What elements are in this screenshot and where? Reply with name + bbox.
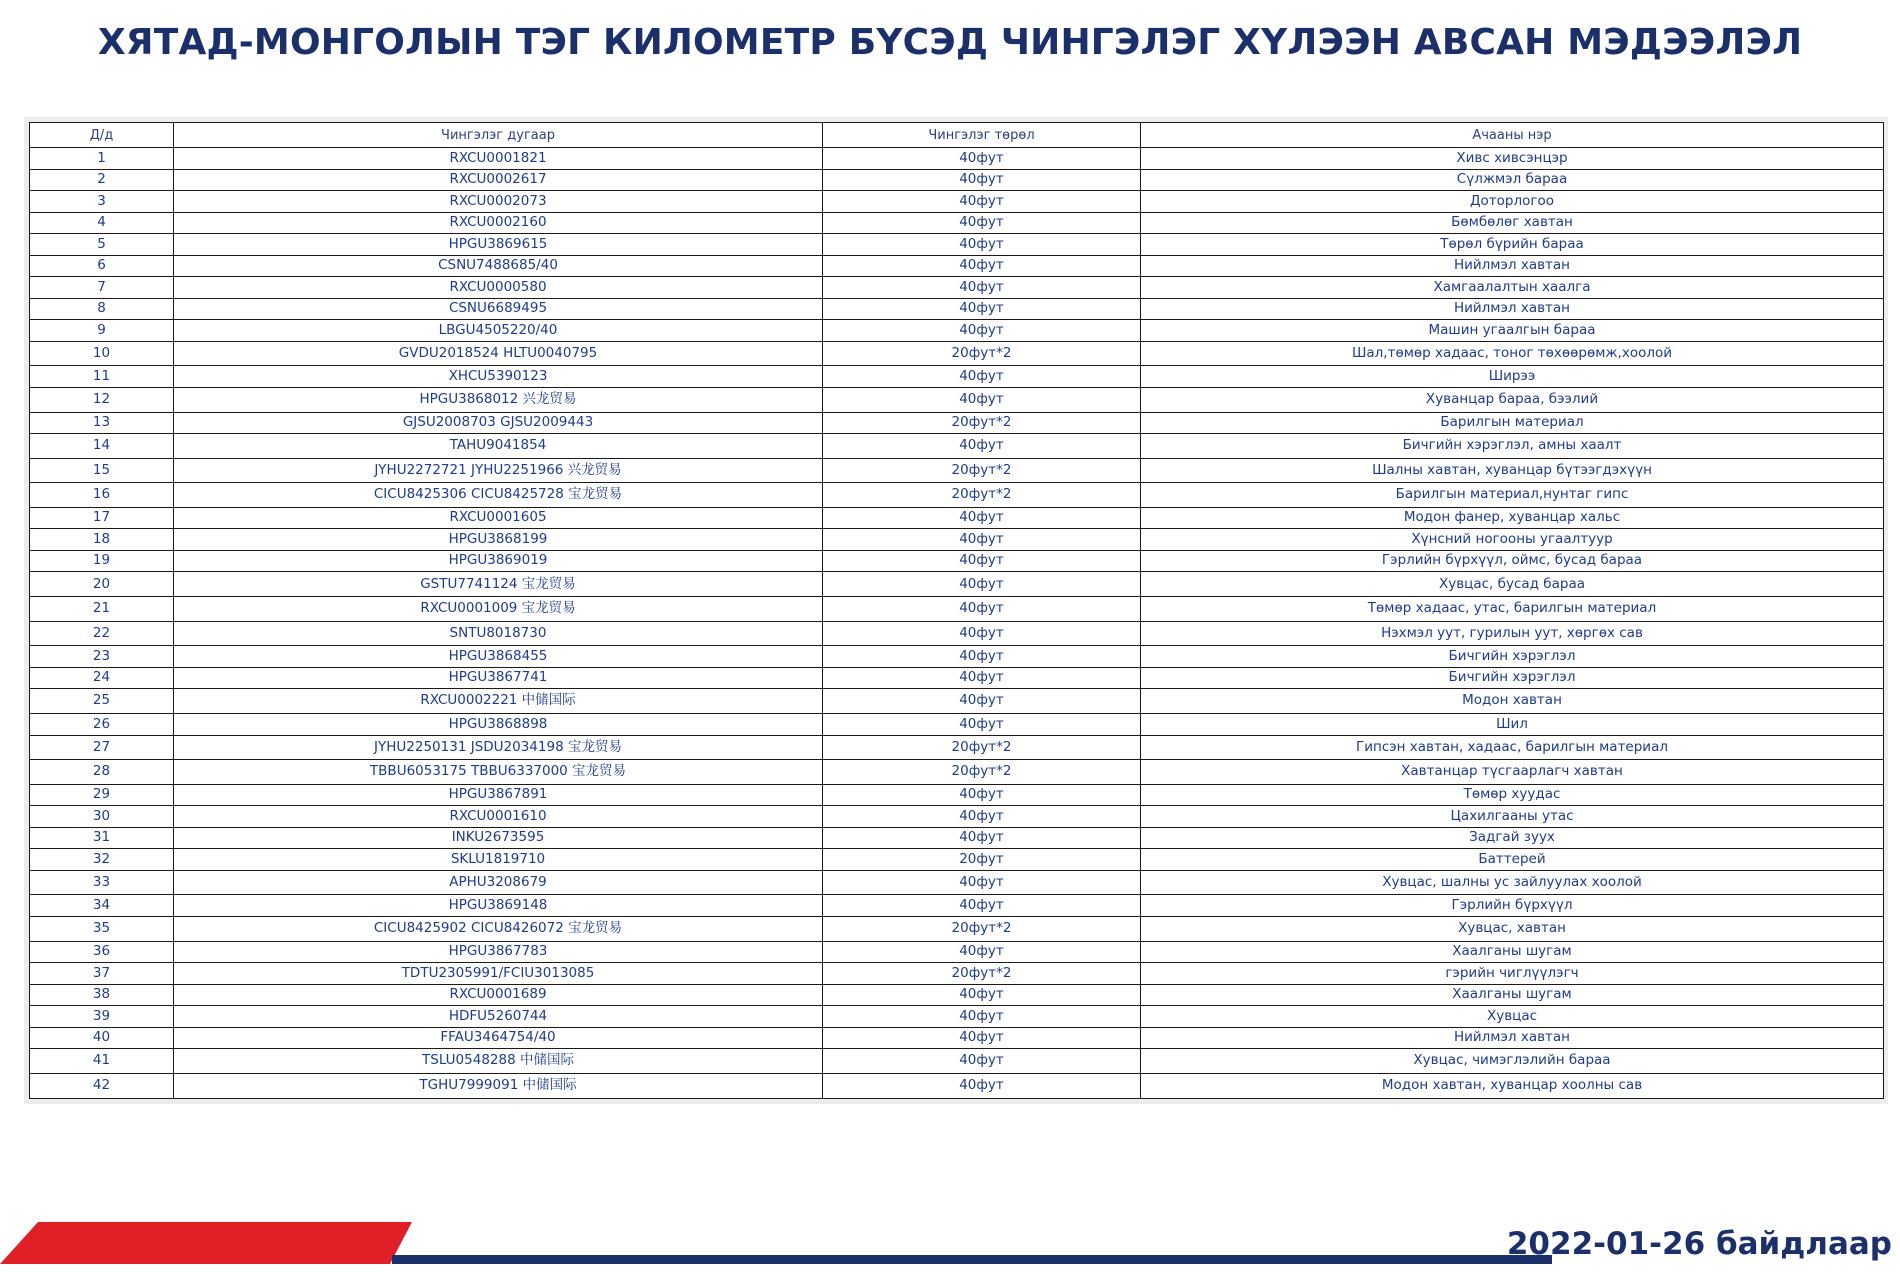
container-type: 40фут	[823, 870, 1141, 895]
table-row	[30, 984, 1884, 1006]
row-index: 6	[30, 255, 174, 277]
container-type: 40фут	[823, 191, 1141, 213]
table-row	[30, 827, 1884, 849]
row-index: 23	[30, 646, 174, 668]
footer-blue-stripe	[392, 1255, 1552, 1264]
footer-date: 2022-01-26 байдлаар	[1506, 1226, 1892, 1262]
table-row	[30, 169, 1884, 191]
container-type: 20фут*2	[823, 917, 1141, 942]
row-index: 1	[30, 148, 174, 170]
container-number: HDFU5260744	[174, 1006, 823, 1028]
table-row	[30, 667, 1884, 689]
row-index: 12	[30, 387, 174, 412]
container-number: RXCU0001610	[174, 806, 823, 828]
cargo-name: Модон хавтан	[1141, 689, 1884, 714]
table-body	[30, 148, 1884, 1099]
container-number: RXCU0001009 宝龙贸易	[174, 597, 823, 622]
table-row	[30, 277, 1884, 299]
container-number: CICU8425306 CICU8425728 宝龙贸易	[174, 483, 823, 508]
table-row	[30, 550, 1884, 572]
container-type: 40фут	[823, 621, 1141, 646]
container-type: 40фут	[823, 212, 1141, 234]
table-row	[30, 849, 1884, 871]
table-row	[30, 895, 1884, 917]
container-type: 40фут	[823, 984, 1141, 1006]
container-type: 20фут*2	[823, 341, 1141, 366]
table-row	[30, 689, 1884, 714]
cargo-name: Төмөр хадаас, утас, барилгын материал	[1141, 597, 1884, 622]
table-row	[30, 870, 1884, 895]
table-row	[30, 784, 1884, 806]
cargo-name: Нэхмэл уут, гурилын уут, хөргөх сав	[1141, 621, 1884, 646]
cargo-name: Хувцас, бусад бараа	[1141, 572, 1884, 597]
row-index: 22	[30, 621, 174, 646]
container-type: 40фут	[823, 434, 1141, 459]
container-type: 40фут	[823, 298, 1141, 320]
container-type: 40фут	[823, 387, 1141, 412]
row-index: 21	[30, 597, 174, 622]
container-number: TBBU6053175 TBBU6337000 宝龙贸易	[174, 760, 823, 785]
footer-red-stripe	[0, 1222, 412, 1264]
header-container-type: Чингэлэг төрөл	[823, 123, 1141, 148]
row-index: 14	[30, 434, 174, 459]
row-index: 3	[30, 191, 174, 213]
container-number: RXCU0001821	[174, 148, 823, 170]
row-index: 33	[30, 870, 174, 895]
table-row	[30, 255, 1884, 277]
cargo-name: Бичгийн хэрэглэл, амны хаалт	[1141, 434, 1884, 459]
row-index: 8	[30, 298, 174, 320]
container-type: 40фут	[823, 597, 1141, 622]
cargo-name: Хаалганы шугам	[1141, 984, 1884, 1006]
container-number: APHU3208679	[174, 870, 823, 895]
cargo-name: гэрийн чиглүүлэгч	[1141, 963, 1884, 985]
table-row	[30, 1006, 1884, 1028]
row-index: 2	[30, 169, 174, 191]
container-number: RXCU0002221 中储国际	[174, 689, 823, 714]
table-row	[30, 572, 1884, 597]
table-row	[30, 234, 1884, 256]
row-index: 15	[30, 458, 174, 483]
container-type: 40фут	[823, 234, 1141, 256]
container-table	[29, 122, 1884, 1099]
table-row	[30, 1049, 1884, 1074]
container-number: XHCU5390123	[174, 366, 823, 388]
cargo-name: Модон фанер, хуванцар хальс	[1141, 507, 1884, 529]
cargo-name: Шил	[1141, 713, 1884, 735]
table-row	[30, 713, 1884, 735]
cargo-name: Машин угаалгын бараа	[1141, 320, 1884, 342]
table-row	[30, 298, 1884, 320]
row-index: 42	[30, 1073, 174, 1098]
table-row	[30, 320, 1884, 342]
container-number: RXCU0000580	[174, 277, 823, 299]
container-type: 20фут*2	[823, 412, 1141, 434]
page-title: ХЯТАД-МОНГОЛЫН ТЭГ КИЛОМЕТР БҮСЭД ЧИНГЭЛЭГ ХҮЛЭЭН АВСАН МЭДЭЭЛЭЛ	[97, 22, 1803, 63]
row-index: 9	[30, 320, 174, 342]
row-index: 10	[30, 341, 174, 366]
cargo-name: Хувцас, шалны ус зайлуулах хоолой	[1141, 870, 1884, 895]
container-number: CICU8425902 CICU8426072 宝龙贸易	[174, 917, 823, 942]
cargo-name: Хамгаалалтын хаалга	[1141, 277, 1884, 299]
container-type: 40фут	[823, 1006, 1141, 1028]
container-number: TDTU2305991/FCIU3013085	[174, 963, 823, 985]
table-row	[30, 412, 1884, 434]
cargo-name: Доторлогоо	[1141, 191, 1884, 213]
cargo-name: Нийлмэл хавтан	[1141, 298, 1884, 320]
container-number: JYHU2250131 JSDU2034198 宝龙贸易	[174, 735, 823, 760]
table-row	[30, 529, 1884, 551]
cargo-name: Барилгын материал	[1141, 412, 1884, 434]
container-number: TAHU9041854	[174, 434, 823, 459]
container-type: 40фут	[823, 827, 1141, 849]
header-index: Д/д	[30, 123, 174, 148]
container-number: HPGU3867741	[174, 667, 823, 689]
cargo-name: Гипсэн хавтан, хадаас, барилгын материал	[1141, 735, 1884, 760]
cargo-name: Шал,төмөр хадаас, тоног төхөөрөмж,хоолой	[1141, 341, 1884, 366]
row-index: 26	[30, 713, 174, 735]
container-type: 40фут	[823, 667, 1141, 689]
row-index: 31	[30, 827, 174, 849]
container-type: 40фут	[823, 366, 1141, 388]
row-index: 11	[30, 366, 174, 388]
container-number: RXCU0001689	[174, 984, 823, 1006]
cargo-name: Нийлмэл хавтан	[1141, 255, 1884, 277]
container-type: 40фут	[823, 689, 1141, 714]
cargo-name: Хувцас, хавтан	[1141, 917, 1884, 942]
table-row	[30, 148, 1884, 170]
cargo-name: Хувцас	[1141, 1006, 1884, 1028]
container-type: 40фут	[823, 1073, 1141, 1098]
row-index: 36	[30, 941, 174, 963]
row-index: 34	[30, 895, 174, 917]
header-container-number: Чингэлэг дугаар	[174, 123, 823, 148]
container-type: 40фут	[823, 646, 1141, 668]
cargo-name: Бөмбөлөг хавтан	[1141, 212, 1884, 234]
table-row	[30, 646, 1884, 668]
container-number: TGHU7999091 中储国际	[174, 1073, 823, 1098]
row-index: 18	[30, 529, 174, 551]
table-row	[30, 1073, 1884, 1098]
row-index: 41	[30, 1049, 174, 1074]
cargo-name: Баттерей	[1141, 849, 1884, 871]
table-row	[30, 735, 1884, 760]
header-cargo-name: Ачааны нэр	[1141, 123, 1884, 148]
container-number: HPGU3869019	[174, 550, 823, 572]
container-type: 40фут	[823, 1027, 1141, 1049]
container-type: 40фут	[823, 572, 1141, 597]
row-index: 5	[30, 234, 174, 256]
row-index: 27	[30, 735, 174, 760]
container-number: RXCU0002617	[174, 169, 823, 191]
table-row	[30, 1027, 1884, 1049]
container-number: HPGU3868455	[174, 646, 823, 668]
container-number: RXCU0002073	[174, 191, 823, 213]
row-index: 17	[30, 507, 174, 529]
table-row	[30, 806, 1884, 828]
row-index: 28	[30, 760, 174, 785]
container-type: 40фут	[823, 895, 1141, 917]
table-row	[30, 366, 1884, 388]
cargo-name: Бичгийн хэрэглэл	[1141, 667, 1884, 689]
container-number: HPGU3868012 兴龙贸易	[174, 387, 823, 412]
row-index: 24	[30, 667, 174, 689]
cargo-name: Модон хавтан, хуванцар хоолны сав	[1141, 1073, 1884, 1098]
cargo-name: Төрөл бүрийн бараа	[1141, 234, 1884, 256]
table-row	[30, 760, 1884, 785]
row-index: 37	[30, 963, 174, 985]
table-row	[30, 483, 1884, 508]
container-type: 40фут	[823, 148, 1141, 170]
container-type: 40фут	[823, 255, 1141, 277]
container-number: GJSU2008703 GJSU2009443	[174, 412, 823, 434]
row-index: 29	[30, 784, 174, 806]
cargo-name: Хавтанцар түсгаарлагч хавтан	[1141, 760, 1884, 785]
container-type: 40фут	[823, 550, 1141, 572]
row-index: 32	[30, 849, 174, 871]
cargo-name: Шалны хавтан, хуванцар бүтээгдэхүүн	[1141, 458, 1884, 483]
cargo-name: Гэрлийн бүрхүүл, оймс, бусад бараа	[1141, 550, 1884, 572]
row-index: 40	[30, 1027, 174, 1049]
row-index: 16	[30, 483, 174, 508]
cargo-name: Төмөр хуудас	[1141, 784, 1884, 806]
table-row	[30, 597, 1884, 622]
container-type: 40фут	[823, 1049, 1141, 1074]
container-number: HPGU3867891	[174, 784, 823, 806]
table-row	[30, 917, 1884, 942]
container-type: 40фут	[823, 507, 1141, 529]
container-number: SKLU1819710	[174, 849, 823, 871]
container-number: HPGU3868898	[174, 713, 823, 735]
table-row	[30, 212, 1884, 234]
table-row	[30, 621, 1884, 646]
container-type: 20фут*2	[823, 963, 1141, 985]
container-number: CSNU7488685/40	[174, 255, 823, 277]
row-index: 25	[30, 689, 174, 714]
table-row	[30, 191, 1884, 213]
container-number: GVDU2018524 HLTU0040795	[174, 341, 823, 366]
container-type: 40фут	[823, 713, 1141, 735]
container-number: RXCU0001605	[174, 507, 823, 529]
container-number: FFAU3464754/40	[174, 1027, 823, 1049]
row-index: 20	[30, 572, 174, 597]
table-row	[30, 941, 1884, 963]
container-type: 40фут	[823, 320, 1141, 342]
table-row	[30, 507, 1884, 529]
table-row	[30, 434, 1884, 459]
container-type: 20фут*2	[823, 458, 1141, 483]
container-number: TSLU0548288 中储国际	[174, 1049, 823, 1074]
container-number: HPGU3867783	[174, 941, 823, 963]
cargo-name: Сүлжмэл бараа	[1141, 169, 1884, 191]
cargo-name: Хуванцар бараа, бээлий	[1141, 387, 1884, 412]
container-type: 20фут	[823, 849, 1141, 871]
container-number: SNTU8018730	[174, 621, 823, 646]
container-type: 40фут	[823, 941, 1141, 963]
container-type: 20фут*2	[823, 760, 1141, 785]
table-frame	[24, 117, 1888, 1104]
cargo-name: Гэрлийн бүрхүүл	[1141, 895, 1884, 917]
cargo-name: Задгай зуух	[1141, 827, 1884, 849]
table-row	[30, 341, 1884, 366]
row-index: 4	[30, 212, 174, 234]
row-index: 39	[30, 1006, 174, 1028]
row-index: 38	[30, 984, 174, 1006]
row-index: 7	[30, 277, 174, 299]
container-number: LBGU4505220/40	[174, 320, 823, 342]
container-type: 20фут*2	[823, 735, 1141, 760]
container-type: 40фут	[823, 169, 1141, 191]
container-type: 40фут	[823, 784, 1141, 806]
container-type: 20фут*2	[823, 483, 1141, 508]
cargo-name: Хувцас, чимэглэлийн бараа	[1141, 1049, 1884, 1074]
container-number: HPGU3869615	[174, 234, 823, 256]
row-index: 30	[30, 806, 174, 828]
cargo-name: Хивс хивсэнцэр	[1141, 148, 1884, 170]
container-number: GSTU7741124 宝龙贸易	[174, 572, 823, 597]
container-type: 40фут	[823, 277, 1141, 299]
container-number: HPGU3868199	[174, 529, 823, 551]
row-index: 13	[30, 412, 174, 434]
row-index: 19	[30, 550, 174, 572]
table-row	[30, 963, 1884, 985]
table-row	[30, 458, 1884, 483]
cargo-name: Хүнсний ногооны угаалтуур	[1141, 529, 1884, 551]
container-number: CSNU6689495	[174, 298, 823, 320]
row-index: 35	[30, 917, 174, 942]
table-header-row	[30, 123, 1884, 148]
cargo-name: Ширээ	[1141, 366, 1884, 388]
container-type: 40фут	[823, 806, 1141, 828]
container-type: 40фут	[823, 529, 1141, 551]
cargo-name: Бичгийн хэрэглэл	[1141, 646, 1884, 668]
cargo-name: Нийлмэл хавтан	[1141, 1027, 1884, 1049]
container-number: RXCU0002160	[174, 212, 823, 234]
cargo-name: Цахилгааны утас	[1141, 806, 1884, 828]
cargo-name: Барилгын материал,нунтаг гипс	[1141, 483, 1884, 508]
table-row	[30, 387, 1884, 412]
cargo-name: Хаалганы шугам	[1141, 941, 1884, 963]
container-number: INKU2673595	[174, 827, 823, 849]
container-number: HPGU3869148	[174, 895, 823, 917]
container-number: JYHU2272721 JYHU2251966 兴龙贸易	[174, 458, 823, 483]
